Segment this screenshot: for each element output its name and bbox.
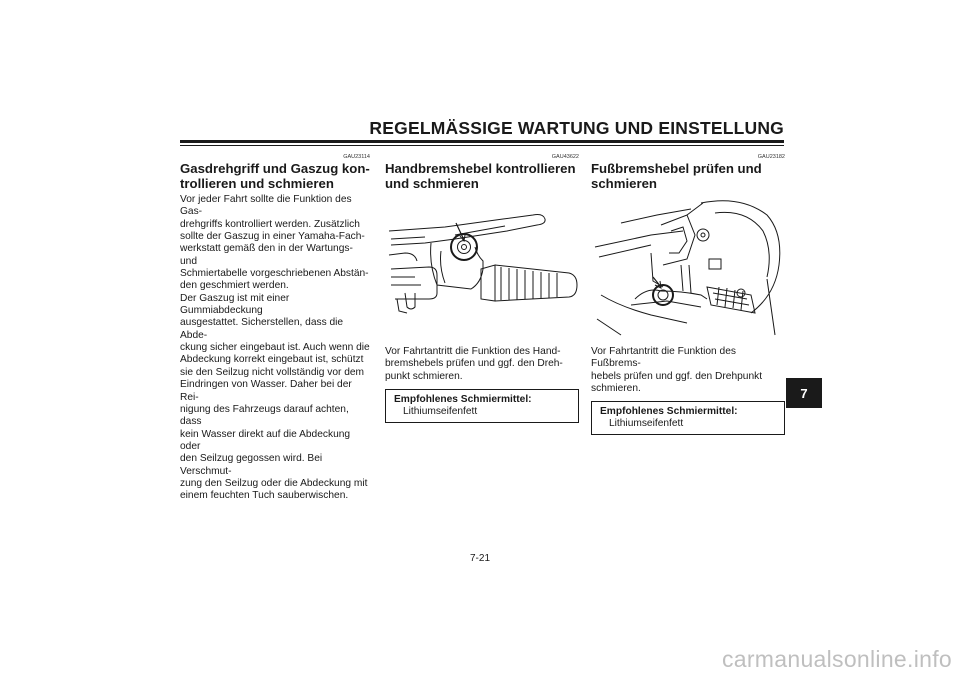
section-body: Vor jeder Fahrt sollte die Funktion des Gas- drehgriffs kontrolliert werden. Zusätzlich sollte der Gaszug in einer Yamaha-Fach- werkstatt gemäß den in der Wartungs- und Schmiertabelle vorgeschriebenen Abstän- den geschmiert werden. Der Gaszug ist mit einer Gummiabdeckung ausgestattet. Sicherstellen, dass die Abde- ckung sicher eingebaut ist. Auch wenn die Abdeckung korrekt eingebaut ist, schützt sie den Seilzug nicht vollständig vor dem Eindringen von Wasser. Daher bei der Rei- nigung des Fahrzeugs darauf achten, dass kein Wasser direkt auf die Abdeckung oder den Seilzug gegossen wird. Bei Verschmut- zung den Seilzug oder die Abdeckung mit einem feuchten Tuch sauberwischen. <box>180 194 370 502</box>
watermark: carmanualsonline.info <box>721 646 952 672</box>
section-heading: Handbremshebel kontrollieren und schmieren <box>385 161 576 191</box>
section-code: GAU23114 <box>343 154 370 160</box>
section-body: Vor Fahrtantritt die Funktion des Hand- bremshebels prüfen und ggf. den Dreh- punkt schmieren. <box>385 346 563 382</box>
lubricant-label: Empfohlenes Schmiermittel: <box>394 394 532 406</box>
recommended-lubricant-box <box>385 389 579 423</box>
page-number: 7-21 <box>469 553 490 564</box>
section-heading: Fußbremshebel prüfen und schmieren <box>591 161 762 191</box>
section-foot-brake-lever <box>591 153 785 435</box>
foot-brake-lever-illustration <box>591 195 785 343</box>
page-header-title: REGELMÄSSIGE WARTUNG UND EINSTELLUNG <box>369 118 784 138</box>
chapter-tab: 7 <box>786 378 822 408</box>
section-hand-brake-lever <box>385 153 579 423</box>
header-rule <box>180 140 784 143</box>
section-code: GAU43622 <box>551 154 579 160</box>
lubricant-value: Lithiumseifenfett <box>403 406 478 418</box>
recommended-lubricant-box <box>591 401 785 435</box>
section-body: Vor Fahrtantritt die Funktion des Fußbrems- hebels prüfen und ggf. den Drehpunkt schmieren. <box>591 346 763 395</box>
section-heading: Gasdrehgriff und Gaszug kon- trollieren und schmieren <box>180 161 370 191</box>
lubricant-value: Lithiumseifenfett <box>609 418 684 430</box>
header-rule-thin <box>180 145 784 146</box>
lubricant-label: Empfohlenes Schmiermittel: <box>600 406 738 418</box>
section-code: GAU23182 <box>757 154 785 160</box>
section-throttle <box>180 153 370 503</box>
hand-brake-lever-illustration <box>385 195 579 343</box>
